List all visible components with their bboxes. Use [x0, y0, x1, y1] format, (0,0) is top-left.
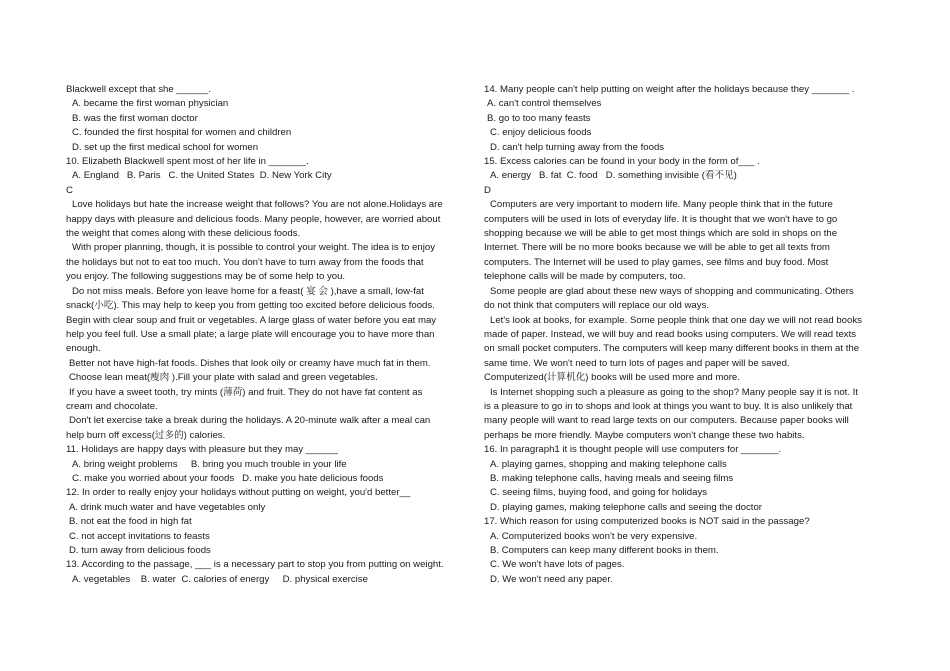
passage-line: Do not miss meals. Before yon leave home for a feast( 宴 会 ),have a small, low-fat: [72, 285, 424, 297]
passage-line: perhaps be more friendly. Maybe computers won't change these two habits.: [484, 429, 805, 441]
option-line: A. England B. Paris C. the United States D. New York City: [72, 170, 332, 182]
option-line: B. making telephone calls, having meals and seeing films: [490, 472, 734, 484]
passage-line: Computers are very important to modern life. Many people think that in the future: [490, 199, 833, 211]
right-column: [484, 83, 884, 587]
passage-line: With proper planning, though, it is possible to control your weight. The idea is to enjoy: [72, 242, 435, 254]
passage-line: same time. We won't need to turn lots of pages and paper will be saved.: [484, 357, 790, 369]
passage-line: many people will want to read large texts on our computers. Because paper books will: [484, 415, 849, 427]
passage-line: the holidays but not to eat too much. You don't have to turn away from the foods that: [66, 256, 424, 268]
passage-line: Begin with clear soup and fruit or vegetables. A large glass of water before you eat may: [66, 314, 437, 326]
option-line: B. go to too many feasts: [487, 112, 591, 124]
section-heading-d: D: [484, 184, 491, 196]
passage-line: Let's look at books, for example. Some people think that one day we will not read books: [490, 314, 862, 326]
passage-line: Love holidays but hate the increase weight that follows? You are not alone.Holidays are: [72, 199, 443, 211]
option-line: C. not accept invitations to feasts: [69, 530, 210, 542]
option-line: A. can't control themselves: [487, 98, 602, 110]
passage-line: cream and chocolate.: [66, 400, 158, 412]
passage-line: computers will be used in lots of everyday life. It is thought that we won't have to go: [484, 213, 838, 225]
passage-line: Choose lean meat(瘦肉 ).Fill your plate with salad and green vegetables.: [69, 372, 378, 384]
passage-line: you enjoy. The following suggestions may be of some help to you.: [66, 271, 346, 283]
passage-line: the weight that comes along with these delicious foods.: [66, 228, 301, 240]
passage-line: shopping because we will be able to get most things which are sold in shops on the: [484, 228, 838, 240]
passage-line: help burn off excess(过多的) calories.: [66, 429, 226, 441]
option-line: C. enjoy delicious foods: [490, 127, 592, 139]
option-line: A. energy B. fat C. food D. something invisible (看不见): [490, 170, 737, 182]
passage-line: Internet. There will be no more books because we will be able to get all texts from: [484, 242, 830, 254]
question-16: 16. In paragraph1 it is thought people will use computers for _______.: [484, 444, 782, 456]
question-10: 10. Elizabeth Blackwell spent most of her life in _______.: [66, 156, 309, 168]
question-12: 12. In order to really enjoy your holidays without putting on weight, you'd better__: [66, 487, 411, 499]
option-line: A. Computerized books won't be very expensive.: [490, 530, 698, 542]
passage-line: telephone calls will be made by computers, too.: [484, 271, 686, 283]
option-line: D. set up the first medical school for women: [72, 141, 259, 153]
passage-line: Some people are glad about these new ways of shopping and communicating. Others: [490, 285, 854, 297]
passage-line: help you feel full. Use a small plate; a large plate will encourage you to have more than: [66, 328, 435, 340]
passage-line: Is Internet shopping such a pleasure as going to the shop? Many people say it is not. It: [490, 386, 858, 398]
option-line: B. not eat the food in high fat: [69, 516, 192, 528]
option-line: A. bring weight problems B. bring you much trouble in your life: [72, 458, 347, 470]
question-17: 17. Which reason for using computerized books is NOT said in the passage?: [484, 516, 810, 528]
question-13: 13. According to the passage, ___ is a necessary part to stop you from putting on weight.: [66, 559, 444, 571]
passage-line: happy days with pleasure and delicious foods. Many people, however, are worried about: [66, 213, 441, 225]
passage-line: Better not have high-fat foods. Dishes that look oily or creamy have much fat in them.: [69, 357, 431, 369]
option-line: C. founded the first hospital for women and children: [72, 127, 292, 139]
question-9-stem-tail: Blackwell except that she ______.: [66, 84, 212, 95]
option-line: D. turn away from delicious foods: [69, 545, 211, 556]
passage-line: If you have a sweet tooth, try mints (薄荷) and fruit. They do not have fat content as: [69, 386, 423, 398]
passage-line: is a pleasure to go in to shops and look at things you want to buy. It is also unlikely that: [484, 400, 853, 412]
option-line: C. We won't have lots of pages.: [490, 559, 625, 571]
passage-line: enough.: [66, 343, 101, 355]
option-line: C. make you worried about your foods D. make you hate delicious foods: [72, 472, 384, 484]
passage-line: Computerized(计算机化) books will be used more and more.: [484, 372, 740, 384]
passage-line: Don't let exercise take a break during the holidays. A 20-minute walk after a meal can: [69, 415, 431, 427]
question-15: 15. Excess calories can be found in your body in the form of___ .: [484, 156, 760, 168]
option-line: C. seeing films, buying food, and going for holidays: [490, 487, 708, 499]
option-line: D. can't help turning away from the foods: [490, 141, 665, 153]
section-heading-c: C: [66, 184, 73, 196]
passage-line: on small pocket computers. The computers will keep many different books in them at the: [484, 343, 860, 355]
passage-line: made of paper. Instead, we will buy and read books using computers. We will read texts: [484, 328, 857, 340]
question-11: 11. Holidays are happy days with pleasure but they may ______: [66, 444, 338, 456]
passage-line: snack(小吃). This may help to keep you from getting too excited before delicious foods.: [66, 300, 435, 312]
left-column: [66, 83, 466, 587]
option-line: D. playing games, making telephone calls and seeing the doctor: [490, 501, 762, 513]
option-line: B. was the first woman doctor: [72, 112, 198, 124]
option-line: B. Computers can keep many different books in them.: [490, 545, 719, 556]
option-line: A. playing games, shopping and making telephone calls: [490, 458, 727, 470]
option-line: A. vegetables B. water C. calories of energy D. physical exercise: [72, 573, 368, 585]
passage-line: do not think that computers will replace our old ways.: [484, 300, 710, 312]
option-line: A. drink much water and have vegetables only: [69, 501, 266, 513]
passage-line: computers. The Internet will be used to play games, see films and buy food. Most: [484, 256, 829, 268]
option-line: D. We won't need any paper.: [490, 573, 613, 585]
option-line: A. became the first woman physician: [72, 98, 229, 110]
question-14: 14. Many people can't help putting on weight after the holidays because they _______ .: [484, 84, 855, 95]
